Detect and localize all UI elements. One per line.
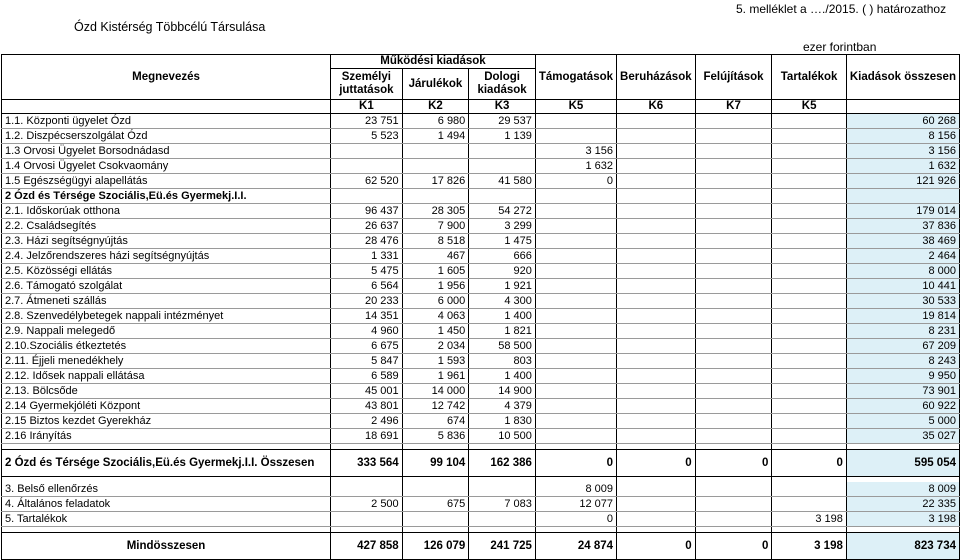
cell-k1: 18 691	[331, 429, 403, 444]
cell-k3: 4 300	[469, 294, 536, 309]
cell-k7: 0	[695, 533, 772, 560]
cell-k6	[617, 414, 696, 429]
row-total: 3 198	[846, 512, 959, 527]
organization-title: Ózd Kistérség Többcélú Társulása	[74, 20, 266, 34]
cell-k2: 7 900	[402, 219, 469, 234]
cell-k6	[617, 279, 696, 294]
cell-k2: 674	[402, 414, 469, 429]
row-total: 3 156	[846, 144, 959, 159]
table-row	[2, 219, 960, 234]
cell-res	[772, 129, 846, 144]
cell-k6	[617, 234, 696, 249]
cell-k1: 2 496	[331, 414, 403, 429]
cell-res	[772, 279, 846, 294]
row-label: 2 Ózd és Térsége Szociális,Eü.és Gyermekj.I.I. Összesen	[2, 450, 331, 477]
row-total: 2 464	[846, 249, 959, 264]
cell-k7	[695, 429, 772, 444]
cell-k6	[617, 482, 696, 497]
cell-k1: 5 847	[331, 354, 403, 369]
cell-k1: 1 331	[331, 249, 403, 264]
row-label: 2.7. Átmeneti szállás	[2, 294, 331, 309]
cell-k3: 1 400	[469, 309, 536, 324]
row-total: 38 469	[846, 234, 959, 249]
cell-k5: 8 009	[535, 482, 616, 497]
cell-k1: 14 351	[331, 309, 403, 324]
table-row	[2, 533, 960, 560]
cell-k3: 10 500	[469, 429, 536, 444]
cell-res	[772, 414, 846, 429]
table-row	[2, 294, 960, 309]
cell-k5	[535, 264, 616, 279]
table-row	[2, 189, 960, 204]
cell-k6: 0	[617, 450, 696, 477]
cell-k5: 0	[535, 512, 616, 527]
row-total: 8 231	[846, 324, 959, 339]
cell-k2: 17 826	[402, 174, 469, 189]
cell-k3: 1 821	[469, 324, 536, 339]
cell-k7	[695, 279, 772, 294]
row-total	[846, 189, 959, 204]
cell-k1	[331, 482, 403, 497]
cell-k2	[402, 189, 469, 204]
table-row	[2, 369, 960, 384]
row-label: 2.3. Házi segítségnyújtás	[2, 234, 331, 249]
cell-k1: 43 801	[331, 399, 403, 414]
cell-k3: 29 537	[469, 114, 536, 129]
cell-k5: 3 156	[535, 144, 616, 159]
cell-res	[772, 354, 846, 369]
cell-k7	[695, 204, 772, 219]
cell-res	[772, 384, 846, 399]
cell-k7	[695, 482, 772, 497]
cell-k2: 1 450	[402, 324, 469, 339]
cell-res	[772, 399, 846, 414]
table-row	[2, 497, 960, 512]
cell-k3: 7 083	[469, 497, 536, 512]
cell-k3: 58 500	[469, 339, 536, 354]
cell-k3: 1 475	[469, 234, 536, 249]
cell-k2	[402, 144, 469, 159]
cell-k3: 920	[469, 264, 536, 279]
cell-k3: 1 139	[469, 129, 536, 144]
cell-k5	[535, 189, 616, 204]
code-k7: K7	[695, 100, 772, 114]
cell-k6	[617, 384, 696, 399]
cell-k3: 41 580	[469, 174, 536, 189]
col-header-total: Kiadások összesen	[846, 55, 959, 100]
row-label: 1.4 Orvosi Ügyelet Csokvaomány	[2, 159, 331, 174]
table-row	[2, 414, 960, 429]
cell-k3: 14 900	[469, 384, 536, 399]
cell-k5: 0	[535, 450, 616, 477]
cell-k5	[535, 249, 616, 264]
cell-k6	[617, 144, 696, 159]
row-total: 1 632	[846, 159, 959, 174]
cell-res	[772, 324, 846, 339]
cell-k3: 54 272	[469, 204, 536, 219]
cell-k7	[695, 512, 772, 527]
cell-res	[772, 482, 846, 497]
cell-k7	[695, 497, 772, 512]
row-label: 2.4. Jelzőrendszeres házi segítségnyújtás	[2, 249, 331, 264]
cell-k3: 666	[469, 249, 536, 264]
row-label: 4. Általános feladatok	[2, 497, 331, 512]
row-total: 179 014	[846, 204, 959, 219]
cell-k5	[535, 384, 616, 399]
cell-k2: 1 961	[402, 369, 469, 384]
table-row	[2, 204, 960, 219]
row-total: 30 533	[846, 294, 959, 309]
cell-k6	[617, 264, 696, 279]
cell-k2: 14 000	[402, 384, 469, 399]
row-label: 2.15 Biztos kezdet Gyerekház	[2, 414, 331, 429]
table-row	[2, 309, 960, 324]
cell-k2: 2 034	[402, 339, 469, 354]
row-label: 1.2. Diszpécserszolgálat Ózd	[2, 129, 331, 144]
cell-k5: 0	[535, 174, 616, 189]
cell-k7	[695, 399, 772, 414]
cell-res	[772, 294, 846, 309]
cell-k3	[469, 189, 536, 204]
cell-k1: 6 675	[331, 339, 403, 354]
cell-res	[772, 159, 846, 174]
cell-k5	[535, 324, 616, 339]
cell-k5	[535, 369, 616, 384]
code-k3: K3	[469, 100, 536, 114]
cell-res	[772, 189, 846, 204]
cell-k5	[535, 219, 616, 234]
cell-k2: 6 980	[402, 114, 469, 129]
code-k1: K1	[331, 100, 403, 114]
cell-res	[772, 114, 846, 129]
cell-k6	[617, 189, 696, 204]
cell-k3	[469, 512, 536, 527]
cell-k3: 1 830	[469, 414, 536, 429]
cell-k2: 28 305	[402, 204, 469, 219]
cell-res	[772, 369, 846, 384]
cell-k2	[402, 159, 469, 174]
cell-k5: 12 077	[535, 497, 616, 512]
code-k2: K2	[402, 100, 469, 114]
row-label: 2.5. Közösségi ellátás	[2, 264, 331, 279]
cell-k5	[535, 339, 616, 354]
table-row	[2, 159, 960, 174]
col-header-support: Támogatások	[535, 55, 616, 100]
table-row	[2, 482, 960, 497]
cell-res	[772, 264, 846, 279]
row-total: 37 836	[846, 219, 959, 234]
row-total: 121 926	[846, 174, 959, 189]
budget-table	[1, 54, 960, 560]
cell-k3	[469, 159, 536, 174]
table-row	[2, 399, 960, 414]
cell-k1: 5 475	[331, 264, 403, 279]
row-total: 35 027	[846, 429, 959, 444]
cell-k1: 45 001	[331, 384, 403, 399]
currency-unit: ezer forintban	[803, 40, 877, 54]
row-label: 1.1. Központi ügyelet Ózd	[2, 114, 331, 129]
cell-k7	[695, 309, 772, 324]
col-header-invest: Beruházások	[617, 55, 696, 100]
cell-k2: 1 494	[402, 129, 469, 144]
annex-reference: 5. melléklet a …./2015. ( ) határozathoz	[736, 2, 947, 16]
table-row	[2, 354, 960, 369]
row-label: 3. Belső ellenőrzés	[2, 482, 331, 497]
row-label: 2.11. Éjjeli menedékhely	[2, 354, 331, 369]
table-row	[2, 450, 960, 477]
cell-k3: 803	[469, 354, 536, 369]
cell-k1: 6 564	[331, 279, 403, 294]
cell-k6	[617, 129, 696, 144]
table-row	[2, 339, 960, 354]
row-label: 1.3 Orvosi Ügyelet Borsodnádasd	[2, 144, 331, 159]
cell-k5	[535, 294, 616, 309]
row-label: 2.1. Időskorúak otthona	[2, 204, 331, 219]
cell-k7	[695, 354, 772, 369]
code-k5: K5	[535, 100, 616, 114]
cell-k7	[695, 249, 772, 264]
cell-k6	[617, 497, 696, 512]
row-label: 2.2. Családsegítés	[2, 219, 331, 234]
cell-k2: 1 605	[402, 264, 469, 279]
cell-k6	[617, 219, 696, 234]
cell-k6	[617, 114, 696, 129]
table-row	[2, 429, 960, 444]
cell-k5	[535, 129, 616, 144]
cell-res	[772, 339, 846, 354]
cell-k7	[695, 129, 772, 144]
cell-k6	[617, 429, 696, 444]
cell-k2: 5 836	[402, 429, 469, 444]
code-blank	[2, 100, 331, 114]
cell-k7: 0	[695, 450, 772, 477]
cell-res	[772, 429, 846, 444]
cell-k5	[535, 354, 616, 369]
cell-k7	[695, 384, 772, 399]
cell-k6	[617, 512, 696, 527]
cell-k7	[695, 414, 772, 429]
cell-k6	[617, 354, 696, 369]
col-header-reserve: Tartalékok	[772, 55, 846, 100]
table-row	[2, 129, 960, 144]
cell-k1: 23 751	[331, 114, 403, 129]
row-total: 60 922	[846, 399, 959, 414]
cell-k6	[617, 294, 696, 309]
cell-k7	[695, 219, 772, 234]
table-row	[2, 174, 960, 189]
cell-k5	[535, 279, 616, 294]
cell-k6	[617, 204, 696, 219]
row-total: 10 441	[846, 279, 959, 294]
table-row	[2, 249, 960, 264]
row-label: 2.6. Támogató szolgálat	[2, 279, 331, 294]
cell-k6: 0	[617, 533, 696, 560]
cell-k1	[331, 159, 403, 174]
cell-k6	[617, 309, 696, 324]
row-label: 1.5 Egészségügyi alapellátás	[2, 174, 331, 189]
cell-k3: 241 725	[469, 533, 536, 560]
row-label: 2.10.Szociális étkeztetés	[2, 339, 331, 354]
cell-k5: 1 632	[535, 159, 616, 174]
cell-k1: 6 589	[331, 369, 403, 384]
cell-k3	[469, 144, 536, 159]
cell-k3: 4 379	[469, 399, 536, 414]
cell-k5	[535, 429, 616, 444]
table-row	[2, 384, 960, 399]
cell-k2: 4 063	[402, 309, 469, 324]
row-total: 8 243	[846, 354, 959, 369]
cell-k2: 99 104	[402, 450, 469, 477]
col-header-renov: Felújítások	[695, 55, 772, 100]
row-total: 73 901	[846, 384, 959, 399]
cell-k7	[695, 144, 772, 159]
row-label: 2.12. Idősek nappali ellátása	[2, 369, 331, 384]
cell-k5	[535, 309, 616, 324]
table-row	[2, 144, 960, 159]
row-total: 8 009	[846, 482, 959, 497]
row-total: 5 000	[846, 414, 959, 429]
row-total: 67 209	[846, 339, 959, 354]
cell-res	[772, 309, 846, 324]
cell-k6	[617, 324, 696, 339]
code-k6: K6	[617, 100, 696, 114]
cell-res	[772, 174, 846, 189]
col-header-personnel: Személyi juttatások	[331, 69, 403, 100]
cell-k7	[695, 114, 772, 129]
row-total: 19 814	[846, 309, 959, 324]
cell-k1	[331, 144, 403, 159]
table-row	[2, 512, 960, 527]
cell-k7	[695, 174, 772, 189]
row-label: Mindösszesen	[2, 533, 331, 560]
cell-res	[772, 204, 846, 219]
row-label: 2.13. Bölcsőde	[2, 384, 331, 399]
row-total: 9 950	[846, 369, 959, 384]
row-label: 2.9. Nappali melegedő	[2, 324, 331, 339]
cell-k6	[617, 339, 696, 354]
cell-k2: 1 956	[402, 279, 469, 294]
cell-k2	[402, 512, 469, 527]
cell-res	[772, 497, 846, 512]
cell-k7	[695, 324, 772, 339]
row-total: 595 054	[846, 450, 959, 477]
code-total	[846, 100, 959, 114]
cell-res	[772, 219, 846, 234]
cell-k7	[695, 234, 772, 249]
code-k5b: K5	[772, 100, 846, 114]
col-header-material: Dologi kiadások	[469, 69, 536, 100]
cell-k1: 2 500	[331, 497, 403, 512]
cell-k1: 96 437	[331, 204, 403, 219]
cell-k6	[617, 249, 696, 264]
cell-res: 3 198	[772, 533, 846, 560]
cell-k1	[331, 512, 403, 527]
cell-k1	[331, 189, 403, 204]
cell-res	[772, 144, 846, 159]
cell-k2: 126 079	[402, 533, 469, 560]
cell-k3: 1 400	[469, 369, 536, 384]
cell-k6	[617, 159, 696, 174]
cell-k7	[695, 339, 772, 354]
cell-k5: 24 874	[535, 533, 616, 560]
cell-k1: 20 233	[331, 294, 403, 309]
cell-k5	[535, 114, 616, 129]
cell-k7	[695, 294, 772, 309]
table-row	[2, 234, 960, 249]
cell-k6	[617, 174, 696, 189]
cell-k7	[695, 264, 772, 279]
cell-k2: 12 742	[402, 399, 469, 414]
table-row	[2, 264, 960, 279]
cell-k1: 28 476	[331, 234, 403, 249]
table-body	[2, 114, 960, 560]
cell-k3: 3 299	[469, 219, 536, 234]
cell-k3: 162 386	[469, 450, 536, 477]
row-total: 8 000	[846, 264, 959, 279]
cell-res	[772, 249, 846, 264]
row-label: 2.14 Gyermekjóléti Központ	[2, 399, 331, 414]
cell-res	[772, 234, 846, 249]
cell-res: 3 198	[772, 512, 846, 527]
row-label: 5. Tartalékok	[2, 512, 331, 527]
cell-res: 0	[772, 450, 846, 477]
cell-k1: 427 858	[331, 533, 403, 560]
cell-k1: 5 523	[331, 129, 403, 144]
cell-k2: 467	[402, 249, 469, 264]
cell-k2: 8 518	[402, 234, 469, 249]
cell-k2: 1 593	[402, 354, 469, 369]
row-label: 2.16 Irányítás	[2, 429, 331, 444]
col-header-contrib: Járulékok	[402, 69, 469, 100]
row-label: 2.8. Szenvedélybetegek nappali intézményet	[2, 309, 331, 324]
cell-k2	[402, 482, 469, 497]
cell-k2: 6 000	[402, 294, 469, 309]
cell-k2: 675	[402, 497, 469, 512]
cell-k5	[535, 414, 616, 429]
cell-k6	[617, 369, 696, 384]
cell-k6	[617, 399, 696, 414]
cell-k1: 62 520	[331, 174, 403, 189]
table-row	[2, 279, 960, 294]
cell-k7	[695, 369, 772, 384]
cell-k1: 4 960	[331, 324, 403, 339]
cell-k5	[535, 234, 616, 249]
row-total: 8 156	[846, 129, 959, 144]
cell-k1: 333 564	[331, 450, 403, 477]
cell-k7	[695, 189, 772, 204]
table-row	[2, 114, 960, 129]
col-header-name: Megnevezés	[2, 55, 331, 100]
cell-k3: 1 921	[469, 279, 536, 294]
row-total: 22 335	[846, 497, 959, 512]
cell-k3	[469, 482, 536, 497]
row-total: 823 734	[846, 533, 959, 560]
table-row	[2, 324, 960, 339]
row-total: 60 268	[846, 114, 959, 129]
cell-k1: 26 637	[331, 219, 403, 234]
cell-k7	[695, 159, 772, 174]
col-header-working: Működési kiadások	[331, 55, 536, 69]
cell-k5	[535, 399, 616, 414]
cell-k5	[535, 204, 616, 219]
row-label: 2 Ózd és Térsége Szociális,Eü.és Gyermekj.I.I.	[2, 189, 331, 204]
